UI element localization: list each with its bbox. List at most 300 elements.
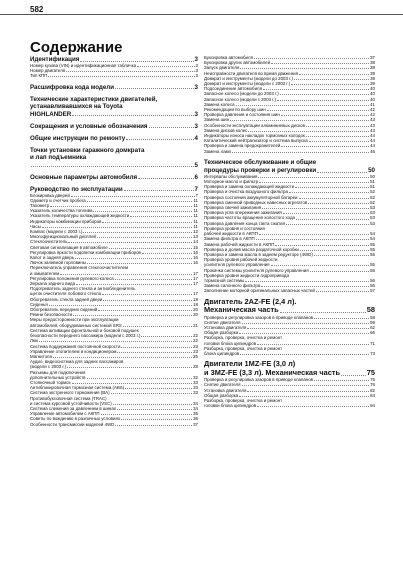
toc-page-number: 3 [194, 83, 198, 91]
dot-leader [247, 391, 369, 392]
dot-leader [259, 234, 369, 235]
dot-leader [87, 378, 193, 379]
dot-leader [80, 61, 193, 62]
toc-page-number: 21 [193, 322, 198, 328]
toc-entry-title: Рекомендации по выбору шин [204, 107, 266, 113]
toc-entry-title: щеток очистителя лобового стекла [30, 291, 102, 297]
toc-page-number: 4 [194, 134, 198, 142]
toc-page-number: 3 [195, 63, 198, 68]
toc-entry-title: Проверка и очистка воздушного фильтра [204, 189, 288, 195]
toc-page-number: 53 [370, 205, 375, 211]
dot-leader [283, 213, 369, 214]
toc-entry-title: Особенности эксплуатации алюминиевых дисков [204, 122, 305, 128]
toc-entry[interactable] [204, 403, 375, 408]
toc-page-number: 62 [370, 324, 375, 330]
dot-leader [257, 406, 369, 407]
dot-leader [98, 310, 192, 311]
dot-leader [281, 115, 369, 116]
dot-leader [50, 206, 192, 207]
toc-page-number: 18 [193, 301, 198, 307]
toc-entry-title: (модели с 2003 г.) [30, 364, 67, 370]
toc-entry-title: Запуск двигателя [204, 65, 240, 71]
dot-leader [280, 312, 366, 313]
dot-leader [280, 94, 369, 95]
dot-leader [247, 328, 369, 329]
dot-leader [308, 203, 369, 204]
toc-page-number: 33 [193, 390, 198, 396]
dot-leader [294, 79, 369, 80]
toc-page-number: 56 [370, 277, 375, 283]
toc-page-number: 55 [370, 251, 375, 257]
toc-entry-title: Стеклоочиститель [30, 239, 68, 245]
toc-entry-title: Указатель количества топлива [30, 208, 93, 214]
dot-leader [93, 211, 192, 212]
toc-section-heading[interactable] [30, 123, 198, 130]
toc-page-number: 46 [370, 148, 375, 154]
toc-entry-title: Проверка угла опережения зажигания [204, 210, 282, 216]
toc-section-heading: Техническое обслуживание и общие [204, 158, 317, 166]
toc-page-number: 44 [370, 133, 375, 139]
toc-column-left [30, 55, 198, 427]
toc-entry-title: Проверка и замена охлаждающей жидкости [204, 184, 295, 190]
toc-entry-title: и 3MZ-FE (3,3 л). Механическая часть [204, 367, 341, 377]
toc-entry-title: Замена салонного фильтра [204, 283, 261, 289]
toc-entry-title: Замена рабочей жидкости в АКПП [204, 241, 275, 247]
dot-leader [75, 258, 192, 259]
toc-page-number: 38 [370, 60, 375, 66]
toc-page-number: 7 [195, 192, 198, 198]
dot-leader [76, 284, 192, 285]
toc-entry-title: Замена фильтра в АКПП [204, 236, 255, 242]
dot-leader [124, 190, 194, 191]
toc-entry-title: Проверка и замена масла в заднем редукторе (4WD) [204, 251, 313, 257]
toc-page-number: 23 [193, 343, 198, 349]
toc-page-number: 73 [370, 350, 375, 356]
toc-entry-title: Общая разборка [204, 392, 239, 398]
toc-entry-title: Система экстренного торможения (BA) [30, 390, 110, 396]
toc-page-number: 52 [370, 199, 375, 205]
toc-page-number: 3 [195, 73, 198, 79]
dot-leader [87, 263, 192, 264]
toc-entry-title: Снятие двигателя [204, 382, 241, 388]
toc-entry-title: Запасное колесо (модели с 2003 г.) [204, 96, 276, 102]
toc-entry-title: Антиблокировочная тормозная система (ABS) [30, 385, 125, 391]
toc-page-number: 15 [193, 244, 198, 250]
toc-entry-title: HIGHLANDER [30, 110, 72, 118]
dot-leader [49, 305, 192, 306]
toc-page-number: 54 [370, 236, 375, 242]
toc-section-heading: Двигатели 1MZ-FE (3,0 л) [204, 359, 296, 369]
toc-page-number: 39 [370, 81, 375, 87]
toc-section-heading[interactable] [30, 135, 198, 142]
toc-entry-title: Сокращения и условные обозначения [30, 122, 148, 130]
dot-leader [314, 380, 369, 381]
toc-section-heading[interactable] [204, 369, 375, 378]
toc-entry-text: Меры предосторожности при эксплуатации [30, 317, 119, 323]
toc-entry-title: Лючок заливной горловины [30, 260, 86, 266]
dot-leader [48, 76, 194, 77]
dot-leader [115, 279, 192, 280]
dot-leader [102, 222, 192, 223]
toc-page-number: 40 [370, 91, 375, 97]
toc-page-number: 66 [370, 330, 375, 336]
toc-section-heading[interactable] [30, 174, 198, 181]
toc-entry-title: и омывателем [30, 270, 60, 276]
dot-leader [138, 178, 193, 179]
toc-entry-title: безопасности переднего пассажира (модели с 2003 г.) [30, 333, 141, 339]
dot-leader [137, 66, 195, 67]
toc-page-number: 53 [370, 220, 375, 226]
toc-section-heading[interactable] [30, 56, 198, 63]
toc-entry-title: Проверка и замена предохранителей [204, 143, 281, 149]
dot-leader [256, 239, 369, 240]
dot-leader [121, 347, 192, 348]
dot-leader [296, 219, 369, 220]
toc-page-number: 42 [370, 107, 375, 113]
toc-page-number: 44 [370, 138, 375, 144]
toc-page-number: 55 [370, 241, 375, 247]
dot-leader [53, 357, 192, 358]
toc-page-number: 44 [370, 143, 375, 149]
toc-page-number: 3 [195, 68, 198, 74]
toc-page-number: 42 [370, 112, 375, 118]
toc-entry-title: Установка двигателя [204, 387, 247, 393]
toc-page-number: 11 [193, 223, 198, 229]
toc-entry-title: Зеркала заднего вида [30, 281, 76, 287]
toc-page-number: 17 [193, 291, 198, 297]
toc-entry-title: Обогреватель передних сидений [30, 307, 98, 313]
toc-entry-title: Индикаторы комбинации приборов [30, 218, 102, 224]
toc-page-number: 71 [370, 340, 375, 346]
toc-page-number: 28 [193, 364, 198, 370]
toc-entry-title: Проверка сменной приводных навесных агрегатов [204, 199, 308, 205]
toc-page-number: 51 [370, 179, 375, 185]
dot-leader [281, 146, 369, 147]
toc-entry-title: Проверка и долив масла раздаточной коробки [204, 246, 299, 252]
dot-leader [289, 192, 369, 193]
toc-page-number: 76 [370, 382, 375, 388]
toc-entry-title: Индикаторы износа накладок тормозных колодок [204, 133, 305, 139]
toc-page-number: 51 [370, 184, 375, 190]
dot-leader [267, 110, 369, 111]
toc-page-number: 20 [193, 307, 198, 313]
dot-leader [299, 198, 370, 199]
toc-entry-title: Буксировка других автомобилей [204, 60, 271, 66]
toc-entry-text: Проверка уровня и состояния [204, 225, 265, 231]
toc-entry-title: процедуры проверки и регулировки [204, 166, 317, 174]
toc-page-number: 75 [366, 367, 375, 377]
toc-page-number: 39 [370, 70, 375, 76]
toc-entry-title: Проверка давления и состояния шин [204, 112, 280, 118]
toc-page-number: 40 [370, 96, 375, 102]
dot-leader [117, 409, 192, 410]
dot-leader [66, 71, 194, 72]
dot-leader [240, 68, 369, 69]
dot-leader [83, 232, 192, 233]
toc-page-number: 7 [194, 185, 198, 193]
dot-leader [73, 315, 192, 316]
toc-page-number: 39 [370, 75, 375, 81]
toc-entry-title: Магнитола [30, 353, 52, 359]
dot-leader [239, 333, 369, 334]
toc-entry-title: Расшифровка кода модели [30, 83, 115, 91]
dot-leader [295, 187, 369, 188]
toc-entry-title: Ремни безопасности [30, 312, 73, 318]
toc-page-number: 16 [193, 260, 198, 266]
toc-section-heading[interactable] [30, 111, 198, 118]
dot-leader [286, 224, 369, 225]
dot-leader [115, 88, 194, 89]
dot-leader [230, 120, 369, 121]
toc-page-number: 33 [193, 385, 198, 391]
toc-page-number: 37 [370, 55, 375, 60]
toc-section-heading[interactable] [204, 167, 375, 174]
toc-entry[interactable] [30, 422, 198, 427]
toc-section-heading[interactable] [30, 186, 198, 193]
toc-entry-title: Номер двигателя [30, 68, 66, 74]
dot-leader [97, 237, 192, 238]
toc-page-number: 43 [370, 122, 375, 128]
toc-page-number: 56 [370, 283, 375, 289]
dot-leader [87, 201, 193, 202]
toc-page-number: 40 [370, 86, 375, 92]
toc-entry-title: Снятие двигателя [204, 319, 241, 325]
toc-section-heading[interactable] [30, 84, 198, 91]
toc-entry-text: Аудио, видеосистема для задних пассажиров [30, 359, 124, 365]
dot-leader [306, 136, 369, 137]
toc-entry-title: блока цилиндров [204, 350, 240, 356]
toc-entry-title: Подсоединение автомобиля [204, 86, 262, 92]
dot-leader [71, 196, 195, 197]
toc-page-number: 32 [193, 374, 198, 380]
dot-leader [102, 294, 192, 295]
toc-page-number: 23 [193, 348, 198, 354]
toc-page-number: 11 [193, 218, 198, 224]
dot-leader [115, 425, 192, 426]
toc-entry-title: Регулировка положения рулевого колеса [30, 275, 114, 281]
dot-leader [310, 271, 370, 272]
dot-leader [263, 89, 369, 90]
dot-leader [341, 375, 366, 376]
dot-leader [130, 216, 192, 217]
toc-entry-title: Домкрат и инструменты (модели с 2003 г.) [204, 81, 291, 87]
dot-leader [141, 336, 192, 337]
toc-entry-title: Многофункциональный дисплей [30, 234, 96, 240]
toc-entry[interactable] [204, 288, 375, 293]
toc-entry-title: Советы по вождению в различных условиях [30, 416, 121, 422]
toc-page-number: 33 [193, 379, 198, 385]
toc-page-number: 54 [370, 231, 375, 237]
toc-page-number: 53 [370, 210, 375, 216]
toc-page-number: 55 [370, 246, 375, 252]
toc-page-number: 14 [193, 239, 198, 245]
toc-entry-title: Интервалы обслуживания [204, 173, 258, 179]
toc-entry-title: головки блока цилиндров [204, 403, 257, 409]
toc-entry-title: Капот и задняя дверь [30, 255, 75, 261]
toc-page-number: 43 [370, 117, 375, 123]
toc-section-heading: Точки установки гаражного домкрата и лап подъемника [30, 146, 145, 161]
dot-leader [149, 127, 194, 128]
dot-leader [121, 419, 192, 420]
toc-entry-text: Проверка уровня рабочей жидкости [204, 257, 278, 263]
dot-leader [113, 404, 192, 405]
toc-entry-title: Стояночный тормоз [30, 379, 71, 385]
toc-page-number: 55 [370, 262, 375, 268]
dot-leader [72, 383, 193, 384]
toc-entry[interactable] [204, 351, 375, 356]
dot-leader [245, 281, 369, 282]
dot-leader [242, 385, 370, 386]
dot-leader [72, 115, 193, 116]
header-rule [0, 14, 403, 15]
dot-leader [254, 58, 369, 59]
toc-section-heading: Двигатель 2AZ-FE (2,4 л). [204, 296, 297, 306]
toc-entry-title: усилителя рулевого управления [204, 262, 270, 268]
toc-entry-title: Общая разборка [204, 330, 239, 336]
dot-leader [316, 291, 369, 292]
toc-entry-title: Блокировка дверей [30, 192, 70, 198]
toc-entry-title: Домкрат и инструменты (модели до 2003 г.) [204, 75, 293, 81]
toc-entry[interactable] [30, 73, 198, 78]
dot-leader [306, 126, 369, 127]
toc-entry-title: Проверка и регулировка зазоров в приводе клапанов [204, 377, 313, 383]
dot-leader [242, 323, 370, 324]
toc-entry-text: Разборка, проверка, очистка и ремонт [204, 335, 283, 341]
dot-leader [257, 344, 369, 345]
toc-entry-title: Проверка и регулировка зазоров в приводе клапанов [204, 314, 313, 320]
toc-entry-title: Одометр и счетчик пробега [30, 197, 86, 203]
toc-entry-title: Проверка свечей зажигания [204, 205, 262, 211]
toc-entry-title: Прокачка системы усилителя рулевого управления [204, 267, 309, 273]
toc-page-number: 50 [368, 166, 375, 174]
toc-entry-title: Замена колеса [204, 101, 235, 107]
toc-column-right [204, 55, 375, 408]
dot-leader [31, 166, 194, 167]
toc-entry-title: Система слежения за давлением в шинах [30, 405, 116, 411]
toc-page-number: 36 [193, 416, 198, 422]
toc-page-number: 22 [193, 333, 198, 339]
toc-page-number: 38 [370, 65, 375, 71]
dot-leader [42, 227, 193, 228]
dot-leader [125, 388, 192, 389]
toc-entry-title: Проверка частоты вращения холостого хода [204, 215, 296, 221]
toc-page-number: 50 [370, 173, 375, 179]
toc-page-number: 75 [370, 377, 375, 383]
toc-entry-title: Система поддержания постоянной скорости [30, 343, 121, 349]
toc-page-number: 11 [193, 203, 198, 209]
toc-page-number: 94 [370, 403, 375, 409]
toc-page-number: 22 [193, 338, 198, 344]
toc-entry-title: и система курсовой устойчивости (VSC) [30, 400, 112, 406]
dot-leader [309, 141, 369, 142]
toc-page-number: 53 [370, 215, 375, 221]
toc-page-number: 17 [193, 270, 198, 276]
dot-leader [142, 253, 192, 254]
dot-leader [299, 74, 369, 75]
dot-leader [240, 354, 369, 355]
toc-page-number: 52 [370, 189, 375, 195]
toc-page-number: 13 [193, 234, 198, 240]
toc-entry[interactable] [204, 149, 375, 154]
toc-section-heading: Технические характеристики двигателей, устанавливавшихся на Toyota [30, 95, 158, 110]
toc-page-number: 84 [370, 392, 375, 398]
toc-entry-title: Проверка состояния аккумуляторной батареи [204, 194, 298, 200]
dot-leader [101, 414, 193, 415]
dot-leader [111, 393, 193, 394]
toc-entry-title: Тип КПП [30, 73, 48, 79]
toc-entry-title: Неисправности двигателя во время движения [204, 70, 298, 76]
dot-leader [314, 255, 369, 256]
page-title: Содержание [30, 39, 123, 56]
toc-page-number: 18 [193, 296, 198, 302]
toc-page-number: 3 [194, 56, 198, 63]
dot-leader [232, 152, 369, 153]
dot-leader [300, 250, 369, 251]
toc-page-number: 6 [194, 173, 198, 181]
toc-entry-title: Регулировка яркости подсветки комбинации приборов [30, 249, 141, 255]
dot-leader [275, 245, 369, 246]
toc-section-heading[interactable] [30, 162, 198, 169]
toc-page-number: 11 [193, 213, 198, 219]
toc-entry-title: Управление автомобилем с АКПП [30, 411, 100, 417]
toc-entry-title: Механическая часть [204, 305, 279, 315]
toc-page-number: 52 [370, 194, 375, 200]
toc-page-number: 25 [193, 353, 198, 359]
dot-leader [103, 300, 192, 301]
dot-leader [277, 100, 369, 101]
dot-leader [271, 265, 370, 266]
toc-entry-title: Общие инструкции по ремонту [30, 134, 126, 142]
toc-page-number: 3 [194, 110, 198, 118]
toc-entry-title: Проверка давления конца такта сжатия [204, 220, 285, 226]
toc-entry-text: Подогреватель заднего стекла и антиобледенитель [30, 286, 136, 292]
toc-page-number: 57 [370, 288, 375, 294]
dot-leader [60, 274, 192, 275]
toc-section-heading[interactable] [204, 306, 375, 315]
toc-entry-title: Запасное колесо (модели до 2003 г.) [204, 91, 279, 97]
toc-entry-text: Переключатель управления стеклоочистителем [30, 265, 128, 271]
toc-page-number: 11 [193, 208, 198, 214]
toc-page-number: 16 [193, 255, 198, 261]
toc-entry-title: Замена дисков колес [204, 127, 248, 133]
toc-entry-text: Разъемы для подключения [30, 369, 86, 375]
dot-leader [109, 248, 192, 249]
toc-page-number: 35 [193, 411, 198, 417]
dot-leader [236, 105, 370, 106]
toc-entry-title: головки блока цилиндров [204, 340, 257, 346]
dot-leader [39, 341, 192, 342]
toc-page-number: 12 [193, 229, 198, 235]
dot-leader [291, 84, 369, 85]
dot-leader [258, 177, 369, 178]
dot-leader [67, 367, 192, 368]
dot-leader [271, 63, 369, 64]
toc-entry-text: Разборка, проверка, очистка и ремонт [204, 397, 283, 403]
dot-leader [248, 131, 369, 132]
dot-leader [317, 172, 367, 173]
toc-page-number: 55 [370, 267, 375, 273]
toc-page-number: 11 [193, 197, 198, 203]
toc-page-number: 43 [370, 127, 375, 133]
toc-page-number: 58 [366, 305, 375, 315]
dot-leader [123, 326, 192, 327]
toc-entry-title: рабочей жидкости в АКПП [204, 231, 258, 237]
toc-entry-title: Часы [30, 223, 41, 229]
toc-entry-title: Руководство по эксплуатации [30, 185, 123, 193]
toc-entry-text: Разборка, проверка, очистка и ремонт [204, 345, 283, 351]
dot-leader [117, 352, 192, 353]
dot-leader [68, 242, 192, 243]
